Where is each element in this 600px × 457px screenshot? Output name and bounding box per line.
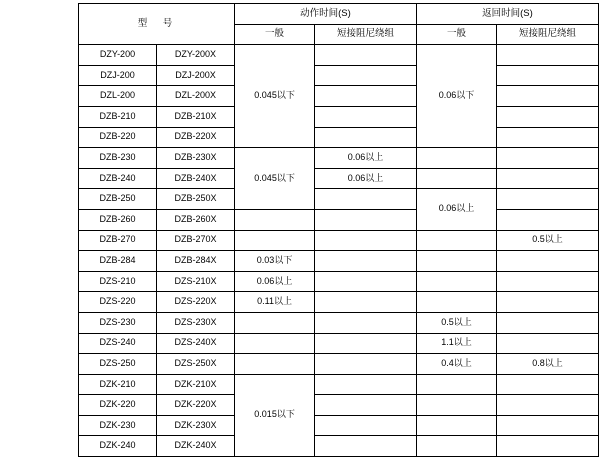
cell-return-damping <box>497 395 599 416</box>
cell-model-a: DZK-240 <box>79 436 157 457</box>
cell-action-damping <box>315 189 417 210</box>
table-row <box>79 395 599 416</box>
cell-model-b: DZB-220X <box>156 127 234 148</box>
table-row <box>79 415 599 436</box>
cell-action-damping <box>315 415 417 436</box>
cell-model-a: DZK-230 <box>79 415 157 436</box>
cell-return-damping <box>497 106 599 127</box>
cell-return-general <box>416 148 496 169</box>
cell-return-general <box>416 292 496 313</box>
table-row <box>79 251 599 272</box>
cell-model-b: DZY-200X <box>156 45 234 66</box>
cell-model-b: DZK-230X <box>156 415 234 436</box>
table-row <box>79 127 599 148</box>
table-row <box>79 86 599 107</box>
cell-return-general <box>416 395 496 416</box>
table-row <box>79 209 599 230</box>
cell-return-damping <box>497 333 599 354</box>
cell-model-b: DZJ-200X <box>156 65 234 86</box>
cell-model-a: DZL-200 <box>79 86 157 107</box>
cell-action-damping <box>315 45 417 66</box>
cell-model-b: DZK-220X <box>156 395 234 416</box>
cell-return-damping: 0.8以上 <box>497 354 599 375</box>
cell-model-b: DZB-260X <box>156 209 234 230</box>
cell-return-damping <box>497 65 599 86</box>
cell-action-general <box>234 230 314 251</box>
cell-model-b: DZL-200X <box>156 86 234 107</box>
cell-return-general: 0.4以上 <box>416 354 496 375</box>
cell-action-general: 0.03以下 <box>234 251 314 272</box>
cell-return-general <box>416 436 496 457</box>
table-row <box>79 271 599 292</box>
table-row <box>79 168 599 189</box>
cell-action-general: 0.045以下 <box>234 148 314 210</box>
table-row <box>79 333 599 354</box>
cell-action-damping: 0.06以上 <box>315 148 417 169</box>
cell-model-b: DZK-210X <box>156 374 234 395</box>
cell-return-damping <box>497 86 599 107</box>
table-row <box>79 189 599 210</box>
cell-model-b: DZS-230X <box>156 312 234 333</box>
cell-return-damping <box>497 148 599 169</box>
cell-return-general <box>416 251 496 272</box>
cell-action-damping <box>315 127 417 148</box>
cell-model-a: DZK-210 <box>79 374 157 395</box>
cell-model-a: DZB-230 <box>79 148 157 169</box>
table-body <box>79 45 599 457</box>
cell-model-b: DZB-270X <box>156 230 234 251</box>
cell-action-damping <box>315 230 417 251</box>
cell-return-general <box>416 271 496 292</box>
cell-action-general <box>234 333 314 354</box>
cell-model-a: DZS-210 <box>79 271 157 292</box>
table-row <box>79 354 599 375</box>
cell-return-damping <box>497 189 599 210</box>
cell-model-a: DZK-220 <box>79 395 157 416</box>
table-row <box>79 45 599 66</box>
cell-model-a: DZB-270 <box>79 230 157 251</box>
header-return-damping: 短接阻尼绕组 <box>497 24 599 45</box>
table-row <box>79 230 599 251</box>
cell-return-damping <box>497 209 599 230</box>
cell-return-damping <box>497 168 599 189</box>
cell-model-a: DZB-240 <box>79 168 157 189</box>
cell-return-damping <box>497 292 599 313</box>
table-row <box>79 148 599 169</box>
cell-action-damping <box>315 312 417 333</box>
cell-model-a: DZS-230 <box>79 312 157 333</box>
cell-return-general: 0.06以上 <box>416 189 496 230</box>
cell-action-damping <box>315 86 417 107</box>
cell-action-damping <box>315 271 417 292</box>
cell-model-b: DZS-210X <box>156 271 234 292</box>
header-action-damping: 短接阻尼绕组 <box>315 24 417 45</box>
cell-return-damping <box>497 127 599 148</box>
cell-return-damping <box>497 436 599 457</box>
table-row <box>79 65 599 86</box>
cell-return-general: 0.5以上 <box>416 312 496 333</box>
header-action-general: 一般 <box>234 24 314 45</box>
cell-return-damping <box>497 312 599 333</box>
header-action-time: 动作时间(S) <box>234 4 416 25</box>
header-return-general: 一般 <box>416 24 496 45</box>
cell-model-a: DZB-210 <box>79 106 157 127</box>
cell-model-b: DZS-220X <box>156 292 234 313</box>
cell-return-general <box>416 168 496 189</box>
cell-action-damping <box>315 354 417 375</box>
table-row <box>79 106 599 127</box>
cell-action-general <box>234 354 314 375</box>
cell-model-a: DZB-260 <box>79 209 157 230</box>
table-header-row-1 <box>79 4 599 25</box>
cell-model-a: DZB-284 <box>79 251 157 272</box>
cell-model-b: DZB-210X <box>156 106 234 127</box>
cell-model-b: DZB-250X <box>156 189 234 210</box>
cell-action-general <box>234 209 314 230</box>
cell-action-general: 0.06以上 <box>234 271 314 292</box>
cell-action-damping <box>315 251 417 272</box>
cell-return-general <box>416 230 496 251</box>
cell-return-damping <box>497 251 599 272</box>
cell-model-b: DZB-284X <box>156 251 234 272</box>
cell-return-damping: 0.5以上 <box>497 230 599 251</box>
table-row <box>79 292 599 313</box>
cell-action-damping <box>315 374 417 395</box>
cell-return-damping <box>497 45 599 66</box>
cell-model-a: DZS-250 <box>79 354 157 375</box>
table-row <box>79 436 599 457</box>
cell-action-general: 0.045以下 <box>234 45 314 148</box>
cell-return-general <box>416 415 496 436</box>
header-type: 型 号 <box>79 4 235 45</box>
cell-action-general: 0.11以上 <box>234 292 314 313</box>
cell-model-b: DZS-250X <box>156 354 234 375</box>
table-row <box>79 312 599 333</box>
cell-return-general: 1.1以上 <box>416 333 496 354</box>
cell-action-damping <box>315 65 417 86</box>
cell-action-general: 0.015以下 <box>234 374 314 456</box>
table-row <box>79 374 599 395</box>
cell-action-damping: 0.06以上 <box>315 168 417 189</box>
cell-action-damping <box>315 333 417 354</box>
cell-model-a: DZY-200 <box>79 45 157 66</box>
cell-model-b: DZB-230X <box>156 148 234 169</box>
cell-action-damping <box>315 436 417 457</box>
header-return-time: 返回时间(S) <box>416 4 598 25</box>
relay-timing-table <box>78 3 599 457</box>
cell-action-damping <box>315 106 417 127</box>
cell-model-b: DZK-240X <box>156 436 234 457</box>
cell-return-damping <box>497 415 599 436</box>
cell-return-general <box>416 374 496 395</box>
cell-action-damping <box>315 292 417 313</box>
cell-return-general: 0.06以下 <box>416 45 496 148</box>
cell-action-damping <box>315 209 417 230</box>
cell-model-a: DZB-220 <box>79 127 157 148</box>
cell-action-damping <box>315 395 417 416</box>
cell-model-a: DZB-250 <box>79 189 157 210</box>
cell-model-b: DZB-240X <box>156 168 234 189</box>
spec-table-container <box>78 3 600 457</box>
cell-model-b: DZS-240X <box>156 333 234 354</box>
table-header <box>79 4 599 45</box>
cell-return-damping <box>497 271 599 292</box>
cell-model-a: DZS-240 <box>79 333 157 354</box>
cell-action-general <box>234 312 314 333</box>
cell-model-a: DZS-220 <box>79 292 157 313</box>
cell-model-a: DZJ-200 <box>79 65 157 86</box>
cell-return-damping <box>497 374 599 395</box>
